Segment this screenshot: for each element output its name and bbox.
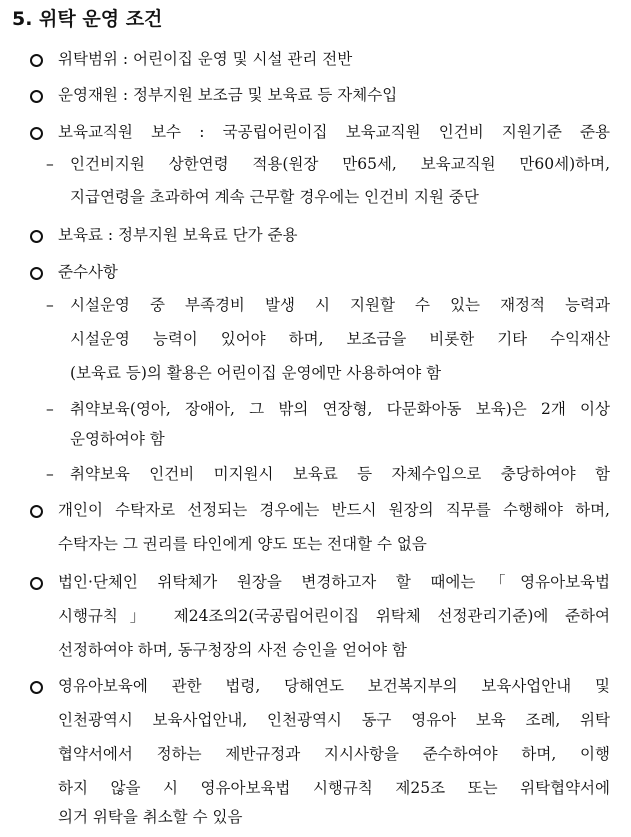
item-line: 시설운영 중 부족경비 발생 시 지원할 수 있는 재정적 능력과 xyxy=(70,296,610,314)
circle-bullet-icon xyxy=(30,54,43,67)
item-line: 선정하여야 하며, 동구청장의 사전 승인을 얻어야 함 xyxy=(58,641,407,659)
dash-marker: – xyxy=(46,465,54,483)
circle-bullet-icon xyxy=(30,681,43,694)
item-line: 취약보육 인건비 미지원시 보육료 등 자체수입으로 충당하여야 함 xyxy=(70,465,610,483)
item-line: 보육교직원 보수 : 국공립어린이집 보육교직원 인건비 지원기준 준용 xyxy=(58,123,610,141)
circle-bullet-icon xyxy=(30,127,43,140)
item-line: 취약보육(영아, 장애아, 그 밖의 연장형, 다문화아동 보육)은 2개 이상 xyxy=(70,400,610,418)
item-line: 시설운영 능력이 있어야 하며, 보조금을 비롯한 기타 수익재산 xyxy=(70,330,610,348)
item-line: 위탁범위 : 어린이집 운영 및 시설 관리 전반 xyxy=(58,50,353,68)
item-line: 지급연령을 초과하여 계속 근무할 경우에는 인건비 지원 중단 xyxy=(70,188,479,206)
circle-bullet-icon xyxy=(30,230,43,243)
item-line: 수탁자는 그 권리를 타인에게 양도 또는 전대할 수 없음 xyxy=(58,535,427,553)
dash-marker: – xyxy=(46,400,54,418)
circle-bullet-icon xyxy=(30,90,43,103)
dash-marker: – xyxy=(46,296,54,314)
item-line: 개인이 수탁자로 선정되는 경우에는 반드시 원장의 직무를 수행해야 하며, xyxy=(58,501,610,519)
item-line: 하지 않을 시 영유아보육법 시행규칙 제25조 또는 위탁협약서에 xyxy=(58,779,610,797)
circle-bullet-icon xyxy=(30,505,43,518)
dash-marker: – xyxy=(46,155,54,173)
item-line: 인건비지원 상한연령 적용(원장 만65세, 보육교직원 만60세)하며, xyxy=(70,155,610,173)
item-line: 인천광역시 보육사업안내, 인천광역시 동구 영유아 보육 조례, 위탁 xyxy=(58,711,610,729)
item-line: 영유아보육에 관한 법령, 당해연도 보건복지부의 보육사업안내 및 xyxy=(58,677,610,695)
item-line: 시행규칙」 제24조의2(국공립어린이집 위탁체 선정관리기준)에 준하여 xyxy=(58,607,610,625)
section-heading: 5. 위탁 운영 조건 xyxy=(12,8,163,30)
item-line: 의거 위탁을 취소할 수 있음 xyxy=(58,808,243,826)
item-line: 보육료 : 정부지원 보육료 단가 준용 xyxy=(58,226,298,244)
item-line: 법인·단체인 위탁체가 원장을 변경하고자 할 때에는「영유아보육법 xyxy=(58,573,610,591)
item-line: 운영재원 : 정부지원 보조금 및 보육료 등 자체수입 xyxy=(58,86,398,104)
item-line: 준수사항 xyxy=(58,263,118,281)
circle-bullet-icon xyxy=(30,577,43,590)
circle-bullet-icon xyxy=(30,267,43,280)
item-line: 협약서에서 정하는 제반규정과 지시사항을 준수하여야 하며, 이행 xyxy=(58,745,610,763)
item-line: 운영하여야 함 xyxy=(70,430,165,448)
item-line: (보육료 등)의 활용은 어린이집 운영에만 사용하여야 함 xyxy=(70,364,442,382)
